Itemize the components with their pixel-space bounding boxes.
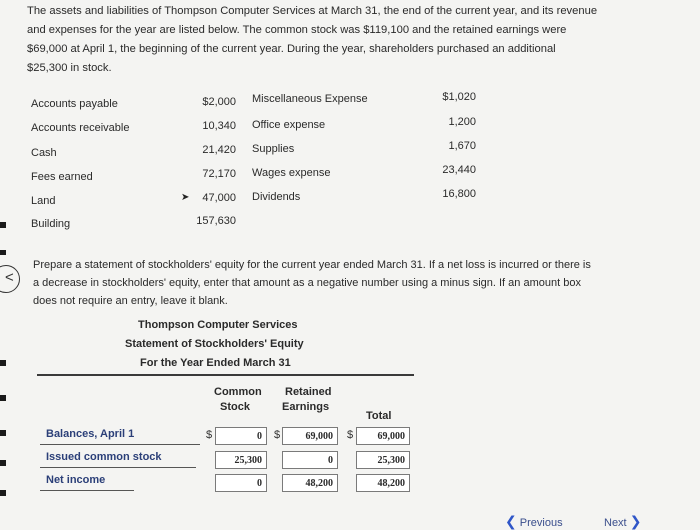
dollar-sign: $ [347, 429, 354, 441]
col-retained-header: Earnings [282, 401, 330, 413]
account-value: 157,630 [196, 215, 236, 227]
account-value: 21,420 [202, 144, 236, 156]
row-underline [40, 490, 134, 491]
previous-label: Previous [519, 517, 563, 529]
account-value: 47,000 [202, 192, 236, 204]
company-name: Thompson Computer Services [138, 319, 298, 331]
account-label: Office expense [252, 119, 326, 131]
edge-marker [0, 360, 6, 366]
account-label: Wages expense [252, 167, 331, 179]
account-label: Miscellaneous Expense [252, 93, 368, 105]
edge-marker [0, 250, 6, 255]
row-underline [40, 444, 200, 445]
cursor-icon: ➤ [181, 192, 190, 203]
col-total-header: Total [366, 410, 392, 422]
instruction-line: does not require an entry, leave it blank. [33, 295, 228, 307]
account-value: 72,170 [202, 168, 236, 180]
input-netincome-common[interactable]: 0 [215, 474, 267, 492]
account-label: Accounts payable [31, 98, 118, 110]
input-issued-total[interactable]: 25,300 [356, 451, 410, 469]
instruction-line: Prepare a statement of stockholders' equity for the current year ended March 31. If a net loss is incurred or there is [33, 259, 591, 271]
account-value: 16,800 [442, 188, 476, 200]
input-issued-common[interactable]: 25,300 [215, 451, 267, 469]
header-divider [37, 374, 414, 376]
dollar-sign: $ [274, 429, 281, 441]
edge-marker [0, 490, 6, 496]
problem-intro [27, 2, 677, 78]
row-underline [40, 467, 196, 468]
col-common-header: Stock [220, 401, 250, 413]
account-value: $1,020 [442, 91, 476, 103]
account-label: Cash [31, 147, 57, 159]
account-label: Building [31, 218, 71, 230]
account-value: 10,340 [202, 120, 236, 132]
instructions [33, 256, 673, 310]
edge-marker [0, 460, 6, 466]
account-label: Dividends [252, 191, 301, 203]
back-button[interactable] [0, 265, 20, 293]
account-label: Land [31, 195, 56, 207]
account-label: Accounts receivable [31, 122, 130, 134]
dollar-sign: $ [206, 429, 213, 441]
chevron-left-icon: ❮ [505, 513, 517, 529]
input-netincome-total[interactable]: 48,200 [356, 474, 410, 492]
statement-title: Statement of Stockholders' Equity [125, 338, 304, 350]
instruction-line: a decrease in stockholders' equity, enter that amount as a negative number using a minus sign. If an amount box [33, 277, 581, 289]
edge-marker [0, 430, 6, 436]
previous-button[interactable] [505, 513, 563, 530]
account-label: Fees earned [31, 171, 93, 183]
input-balances-total[interactable]: 69,000 [356, 427, 410, 445]
edge-marker [0, 395, 6, 401]
row-label-balances: Balances, April 1 [46, 428, 135, 440]
intro-line: and expenses for the year are listed below. The common stock was $119,100 and the retained earnings were [27, 24, 567, 36]
col-retained-header: Retained [285, 386, 332, 398]
edge-marker [0, 222, 6, 228]
input-issued-retained[interactable]: 0 [282, 451, 338, 469]
next-label: Next [604, 517, 627, 529]
account-value: 1,670 [448, 140, 476, 152]
col-common-header: Common [214, 386, 262, 398]
chevron-left-icon: < [5, 269, 14, 286]
input-balances-retained[interactable]: 69,000 [282, 427, 338, 445]
input-balances-common[interactable]: 0 [215, 427, 267, 445]
account-label: Supplies [252, 143, 295, 155]
input-netincome-retained[interactable]: 48,200 [282, 474, 338, 492]
chevron-right-icon: ❯ [629, 513, 642, 529]
intro-line: $25,300 in stock. [27, 62, 112, 74]
account-value: 23,440 [442, 164, 476, 176]
intro-line: $69,000 at April 1, the beginning of the current year. During the year, shareholders purchased an additional [27, 43, 556, 55]
row-label-net-income: Net income [46, 474, 106, 486]
row-label-issued: Issued common stock [46, 451, 162, 463]
account-value: $2,000 [202, 96, 236, 108]
statement-period: For the Year Ended March 31 [140, 357, 291, 369]
next-button[interactable] [604, 513, 641, 530]
account-value: 1,200 [448, 116, 476, 128]
intro-line: The assets and liabilities of Thompson Computer Services at March 31, the end of the current year, and its revenue [27, 5, 598, 17]
